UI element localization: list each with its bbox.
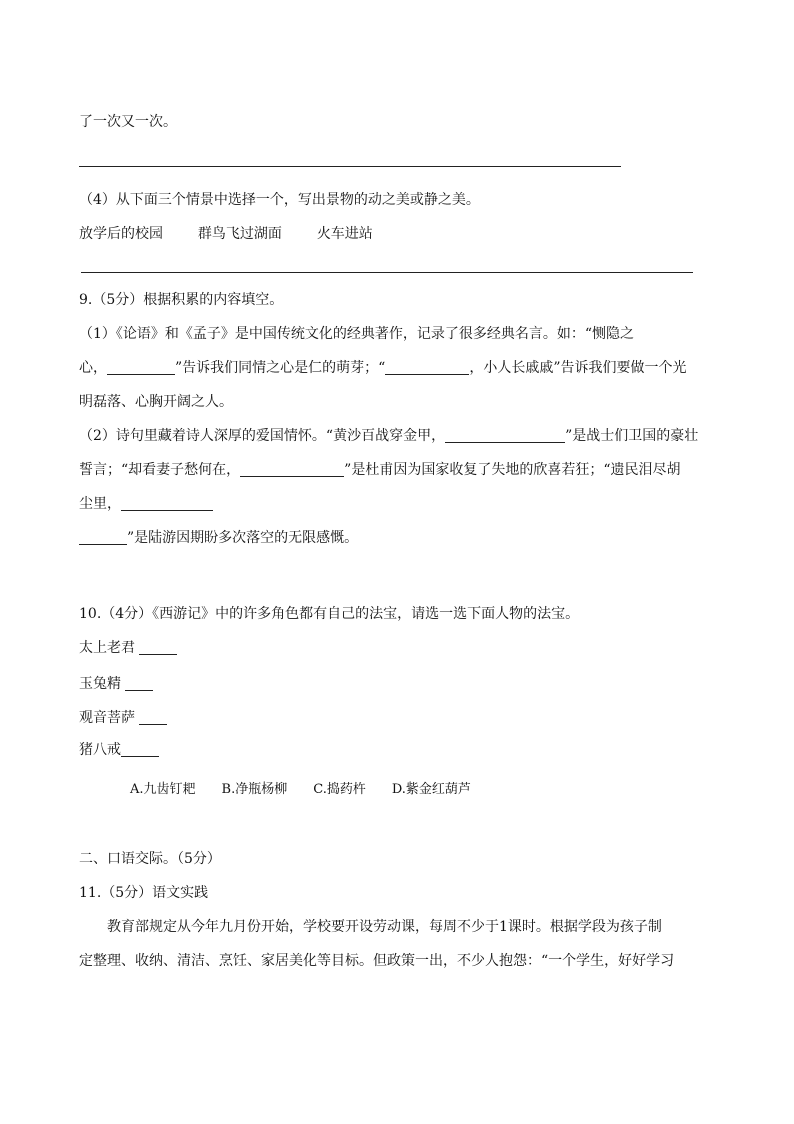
q10-item-1 bbox=[79, 638, 177, 658]
text-segment: 心， bbox=[79, 360, 107, 376]
text-segment: 誓言；“却看妻子愁何在， bbox=[79, 462, 241, 478]
q10-item-3 bbox=[79, 708, 167, 728]
text-segment: ”是陆游因期盼多次落空的无限感慨。 bbox=[127, 530, 359, 546]
scene-3: 火车进站 bbox=[316, 226, 373, 242]
scene-1: 放学后的校园 bbox=[79, 226, 163, 242]
fill-blank[interactable] bbox=[107, 360, 175, 375]
text-segment: 尘里， bbox=[79, 496, 121, 512]
fill-blank[interactable] bbox=[79, 530, 127, 545]
q9-p1-line2 bbox=[79, 358, 687, 378]
character-name: 玉兔精 bbox=[79, 676, 121, 692]
fill-blank[interactable] bbox=[139, 710, 167, 725]
option-b: B.净瓶杨柳 bbox=[221, 782, 288, 797]
q9-p2-line2 bbox=[79, 460, 681, 480]
q8-scenes bbox=[79, 224, 373, 244]
scene-2: 群鸟飞过湖面 bbox=[197, 226, 282, 242]
q10-item-4 bbox=[79, 740, 159, 760]
character-name: 观音菩萨 bbox=[79, 710, 135, 726]
fill-blank[interactable] bbox=[445, 428, 565, 443]
text-segment: （2）诗句里藏着诗人深厚的爱国情怀。“黄沙百战穿金甲， bbox=[79, 428, 446, 444]
q11-paragraph-line1: 教育部规定从今年九月份开始，学校要开设劳动课，每周不少于1课时。根据学段为孩子制 bbox=[107, 919, 662, 935]
q9-p1-line1: （1）《论语》和《孟子》是中国传统文化的经典著作，记录了很多经典名言。如：“恻隐之 bbox=[79, 326, 635, 342]
fill-blank[interactable] bbox=[121, 742, 159, 757]
character-name: 太上老君 bbox=[79, 640, 135, 656]
q10-item-2 bbox=[79, 674, 153, 694]
fill-blank[interactable] bbox=[125, 676, 153, 691]
q8-line-end: 了一次又一次。 bbox=[79, 114, 177, 130]
fill-blank[interactable] bbox=[121, 496, 213, 511]
section-heading: 二、口语交际。（5分） bbox=[79, 851, 221, 867]
option-d: D.紫金红葫芦 bbox=[391, 782, 471, 797]
text-segment: ”告诉我们同情之心是仁的萌芽；“ bbox=[175, 360, 386, 376]
q11-paragraph-line2: 定整理、收纳、清洁、烹饪、家居美化等目标。但政策一出，不少人抱怨：“一个学生，好好学习 bbox=[79, 953, 675, 969]
fill-blank[interactable] bbox=[240, 462, 344, 477]
q9-p1-line3: 明磊落、心胸开阔之人。 bbox=[79, 394, 233, 410]
character-name: 猪八戒 bbox=[79, 742, 121, 758]
text-segment: ，小人长戚戚”告诉我们要做一个光 bbox=[469, 360, 687, 376]
q9-p2-line4 bbox=[79, 528, 358, 548]
text-segment: ”是战士们卫国的豪壮 bbox=[565, 428, 699, 444]
q9-p2-line1 bbox=[79, 426, 698, 446]
answer-line[interactable] bbox=[81, 272, 693, 273]
text-segment: ”是杜甫因为国家收复了失地的欣喜若狂；“遗民泪尽胡 bbox=[344, 462, 681, 478]
fill-blank[interactable] bbox=[385, 360, 469, 375]
q11-heading: 11.（5分）语文实践 bbox=[79, 885, 209, 901]
fill-blank[interactable] bbox=[139, 640, 177, 655]
q10-heading: 10.（4分）《西游记》中的许多角色都有自己的法宝，请选一选下面人物的法宝。 bbox=[79, 606, 580, 622]
q8-part4: （4）从下面三个情景中选择一个，写出景物的动之美或静之美。 bbox=[79, 192, 480, 208]
q9-p2-line3 bbox=[79, 494, 213, 514]
q10-options bbox=[130, 780, 497, 800]
q9-heading: 9.（5分）根据积累的内容填空。 bbox=[79, 292, 284, 308]
option-a: A.九齿钉耙 bbox=[130, 782, 196, 797]
option-c: C.捣药杵 bbox=[313, 782, 366, 797]
answer-line[interactable] bbox=[79, 166, 621, 167]
